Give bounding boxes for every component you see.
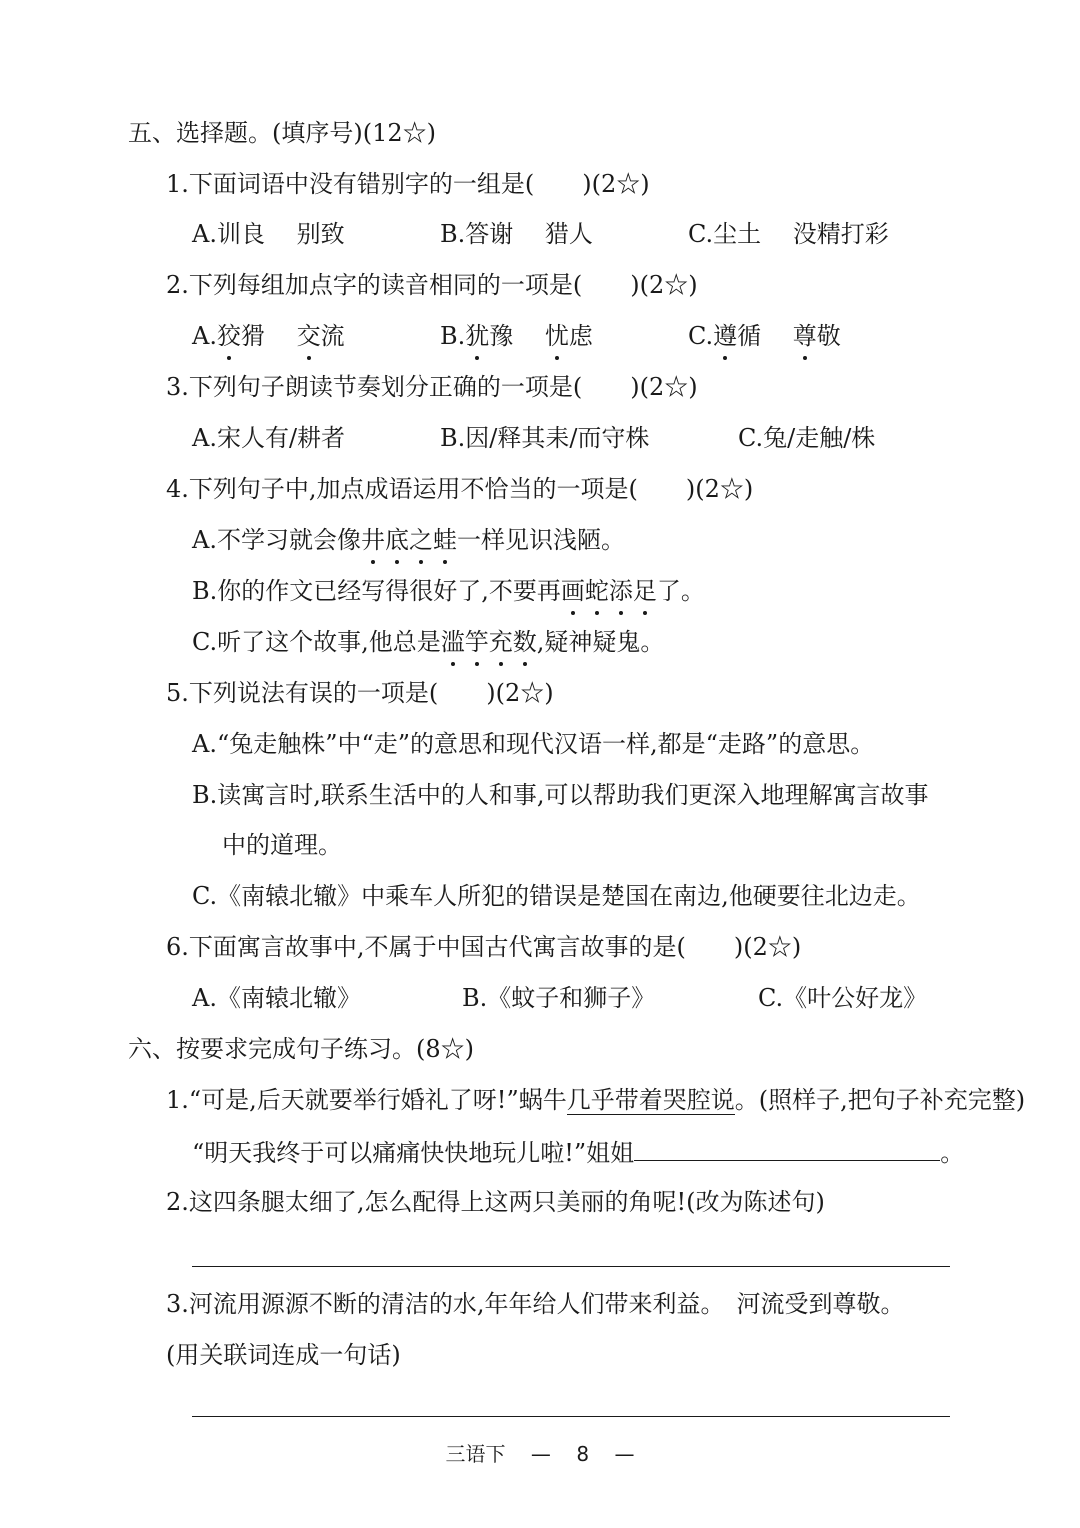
q4-dotted-char: 画 xyxy=(561,574,585,608)
q3-option-b: B.因/释其耒/而守株 xyxy=(440,424,650,452)
q4-dotted-char: 蛙 xyxy=(433,523,457,557)
s6-q2-stem: 2.这四条腿太细了,怎么配得上这两只美丽的角呢!(改为陈述句) xyxy=(166,1188,825,1216)
q6-option-c: C.《叶公好龙》 xyxy=(758,984,928,1012)
q2-dotted-char: 交 xyxy=(297,319,321,353)
q2-option-b: B.犹豫 忧虑 xyxy=(440,319,593,353)
q3-option-c: C.兔/走触/株 xyxy=(738,424,876,452)
q4-stem: 4.下列句子中,加点成语运用不恰当的一项是( )(2☆) xyxy=(166,475,754,503)
underlined-phrase: 几乎带着哭腔说 xyxy=(566,1086,735,1114)
section-5-title: 五、选择题。(填序号)(12☆) xyxy=(128,119,436,147)
answer-blank[interactable] xyxy=(634,1134,940,1161)
s6-q2-answer-line[interactable] xyxy=(192,1266,950,1267)
page-footer xyxy=(0,1440,1080,1468)
footer-dash: — xyxy=(614,1442,635,1466)
q2-option-a: A.狡猾 交流 xyxy=(192,319,345,353)
q5-option-a: A.“兔走触株”中“走”的意思和现代汉语一样,都是“走路”的意思。 xyxy=(192,730,875,758)
s6-q3-answer-line[interactable] xyxy=(192,1416,950,1417)
q4-dotted-char: 滥 xyxy=(441,625,465,659)
q2-option-c: C.遵循 尊敬 xyxy=(688,319,841,353)
q4-option-c: C.听了这个故事,他总是滥竽充数,疑神疑鬼。 xyxy=(192,625,664,659)
q4-dotted-char: 充 xyxy=(489,625,513,659)
q3-option-a: A.宋人有/耕者 xyxy=(192,424,346,452)
q1-option-a: A.训良 别致 xyxy=(192,220,345,248)
q1-option-b: B.答谢 猎人 xyxy=(440,220,593,248)
q4-dotted-char: 蛇 xyxy=(585,574,609,608)
s6-q3-stem: 3.河流用源源不断的清洁的水,年年给人们带来利益。 河流受到尊敬。 xyxy=(166,1290,905,1318)
q4-option-b: B.你的作文已经写得很好了,不要再画蛇添足了。 xyxy=(192,574,705,608)
q2-dotted-char: 忧 xyxy=(545,319,569,353)
page-number: 8 xyxy=(576,1442,590,1466)
q2-dotted-char: 犹 xyxy=(465,319,489,353)
q4-dotted-char: 添 xyxy=(609,574,633,608)
q6-option-b: B.《蚊子和狮子》 xyxy=(462,984,656,1012)
s6-q1-answer-line: “明天我终于可以痛痛快快地玩儿啦!”姐姐 。 xyxy=(192,1134,964,1170)
q1-stem: 1.下面词语中没有错别字的一组是( )(2☆) xyxy=(166,170,650,198)
q4-option-a: A.不学习就会像井底之蛙一样见识浅陋。 xyxy=(192,523,625,557)
q4-dotted-char: 底 xyxy=(385,523,409,557)
q4-dotted-char: 井 xyxy=(361,523,385,557)
q2-dotted-char: 尊 xyxy=(793,319,817,353)
footer-dash: — xyxy=(530,1442,551,1466)
q1-option-c: C.尘土 没精打彩 xyxy=(688,220,889,248)
q3-stem: 3.下列句子朗读节奏划分正确的一项是( )(2☆) xyxy=(166,373,698,401)
q4-dotted-char: 之 xyxy=(409,523,433,557)
q4-dotted-char: 足 xyxy=(633,574,657,608)
q5-option-b-line1: B.读寓言时,联系生活中的人和事,可以帮助我们更深入地理解寓言故事 xyxy=(192,781,929,809)
q4-dotted-char: 数 xyxy=(513,625,537,659)
q2-dotted-char: 狡 xyxy=(217,319,241,353)
q5-stem: 5.下列说法有误的一项是( )(2☆) xyxy=(166,679,554,707)
q5-option-b-line2: 中的道理。 xyxy=(222,831,342,859)
q6-stem: 6.下面寓言故事中,不属于中国古代寓言故事的是( )(2☆) xyxy=(166,933,802,961)
section-6-title: 六、按要求完成句子练习。(8☆) xyxy=(128,1035,474,1063)
q5-option-c: C.《南辕北辙》中乘车人所犯的错误是楚国在南边,他硬要往北边走。 xyxy=(192,882,921,910)
q2-stem: 2.下列每组加点字的读音相同的一项是( )(2☆) xyxy=(166,271,698,299)
q2-dotted-char: 遵 xyxy=(713,319,737,353)
s6-q3-note: (用关联词连成一句话) xyxy=(166,1341,401,1369)
q6-option-a: A.《南辕北辙》 xyxy=(192,984,361,1012)
q4-dotted-char: 竽 xyxy=(465,625,489,659)
s6-q1-stem: 1.“可是,后天就要举行婚礼了呀!”蜗牛几乎带着哭腔说。(照样子,把句子补充完整) xyxy=(166,1086,1026,1114)
book-label: 三语下 xyxy=(445,1442,506,1466)
